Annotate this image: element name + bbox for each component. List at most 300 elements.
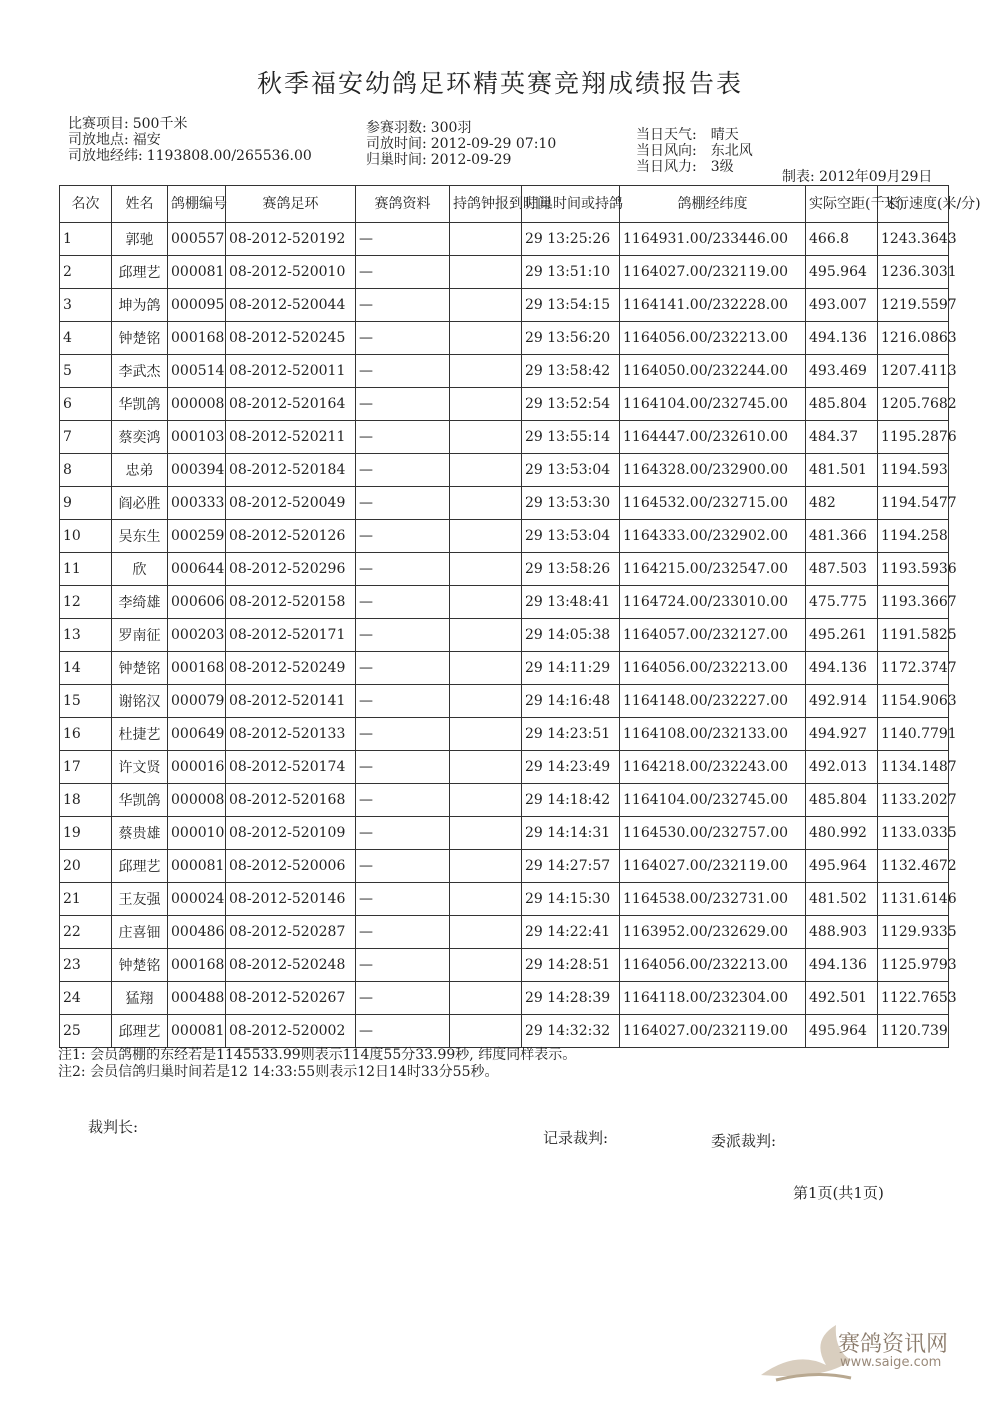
cell-loft-no: 000333 — [168, 487, 226, 520]
cell-coordinates: 1164104.00/232745.00 — [620, 388, 806, 421]
cell-name: 谢铭汉 — [112, 685, 168, 718]
cell-coordinates: 1164532.00/232715.00 — [620, 487, 806, 520]
release-coord-label: 司放地经纬: — [68, 148, 143, 164]
cell-loft-no: 000649 — [168, 718, 226, 751]
cell-clock-time — [450, 421, 522, 454]
cell-arrival-time: 29 14:32:32 — [522, 1015, 620, 1048]
wind-force-value: 3级 — [710, 159, 734, 175]
cell-ring: 08-2012-520109 — [226, 817, 356, 850]
cell-arrival-time: 29 13:53:04 — [522, 454, 620, 487]
cell-rank: 2 — [60, 256, 112, 289]
cell-coordinates: 1164108.00/232133.00 — [620, 718, 806, 751]
cell-pigeon-info: — — [356, 916, 450, 949]
cell-distance: 494.136 — [806, 652, 878, 685]
table-row — [60, 949, 949, 982]
cell-loft-no: 000168 — [168, 652, 226, 685]
cell-rank: 19 — [60, 817, 112, 850]
table-row — [60, 421, 949, 454]
table-row — [60, 883, 949, 916]
cell-clock-time — [450, 289, 522, 322]
cell-distance: 495.261 — [806, 619, 878, 652]
cell-arrival-time: 29 14:28:39 — [522, 982, 620, 1015]
cell-name: 蔡贵雄 — [112, 817, 168, 850]
entries-value: 300羽 — [430, 120, 472, 136]
note-1: 注1: 会员鸽棚的东经若是1145533.99则表示114度55分33.99秒, 纬度同样表示。 — [58, 1047, 577, 1063]
cell-coordinates: 1164056.00/232213.00 — [620, 322, 806, 355]
table-row — [60, 685, 949, 718]
table-row — [60, 850, 949, 883]
table-row — [60, 916, 949, 949]
cell-rank: 9 — [60, 487, 112, 520]
weather-label: 当日天气: — [636, 127, 697, 143]
cell-clock-time — [450, 586, 522, 619]
table-row — [60, 982, 949, 1015]
header-coordinates: 鸽棚经纬度 — [620, 186, 806, 223]
cell-coordinates: 1164027.00/232119.00 — [620, 1015, 806, 1048]
cell-loft-no: 000079 — [168, 685, 226, 718]
cell-name: 华凯鸽 — [112, 784, 168, 817]
cell-rank: 16 — [60, 718, 112, 751]
release-coord-value: 1193808.00/265536.00 — [146, 148, 312, 164]
table-body — [60, 223, 957, 1048]
cell-rank: 23 — [60, 949, 112, 982]
cell-ring: 08-2012-520044 — [226, 289, 356, 322]
cell-pigeon-info: — — [356, 619, 450, 652]
cell-distance: 466.8 — [806, 223, 878, 256]
release-place-value: 福安 — [132, 132, 161, 148]
cell-clock-time — [450, 1015, 522, 1048]
cell-loft-no: 000008 — [168, 388, 226, 421]
table-row — [60, 817, 949, 850]
table-row — [60, 718, 949, 751]
header-clock-time: 持鸽钟报到时间 — [450, 186, 522, 223]
cell-distance: 493.469 — [806, 355, 878, 388]
cell-name: 罗南征 — [112, 619, 168, 652]
cell-speed: 1140.7791 — [878, 718, 949, 751]
header-rank: 名次 — [60, 186, 112, 223]
cell-ring: 08-2012-520011 — [226, 355, 356, 388]
cell-distance: 475.775 — [806, 586, 878, 619]
cell-pigeon-info: — — [356, 454, 450, 487]
cell-clock-time — [450, 520, 522, 553]
wind-direction-label: 当日风向: — [636, 143, 697, 159]
cell-loft-no: 000016 — [168, 751, 226, 784]
cell-arrival-time: 29 13:55:14 — [522, 421, 620, 454]
cell-clock-time — [450, 322, 522, 355]
cell-arrival-time: 29 13:51:10 — [522, 256, 620, 289]
cell-distance: 487.503 — [806, 553, 878, 586]
made-date: 制表: 2012年09月29日 — [782, 169, 933, 185]
return-time-label: 归巢时间: — [366, 152, 427, 168]
cell-arrival-time: 29 13:48:41 — [522, 586, 620, 619]
cell-rank: 10 — [60, 520, 112, 553]
cell-name: 坤为鸽 — [112, 289, 168, 322]
cell-pigeon-info: — — [356, 685, 450, 718]
cell-arrival-time: 29 13:25:26 — [522, 223, 620, 256]
cell-speed: 1205.7682 — [878, 388, 949, 421]
cell-rank: 22 — [60, 916, 112, 949]
cell-speed: 1172.3747 — [878, 652, 949, 685]
cell-coordinates: 1164057.00/232127.00 — [620, 619, 806, 652]
cell-speed: 1133.0335 — [878, 817, 949, 850]
cell-clock-time — [450, 553, 522, 586]
cell-arrival-time: 29 13:53:04 — [522, 520, 620, 553]
cell-ring: 08-2012-520168 — [226, 784, 356, 817]
cell-clock-time — [450, 487, 522, 520]
cell-name: 王友强 — [112, 883, 168, 916]
cell-pigeon-info: — — [356, 652, 450, 685]
cell-ring: 08-2012-520126 — [226, 520, 356, 553]
cell-distance: 481.366 — [806, 520, 878, 553]
header-name: 姓名 — [112, 186, 168, 223]
cell-loft-no: 000168 — [168, 949, 226, 982]
cell-arrival-time: 29 14:05:38 — [522, 619, 620, 652]
cell-speed: 1219.5597 — [878, 289, 949, 322]
cell-pigeon-info: — — [356, 1015, 450, 1048]
cell-loft-no: 000095 — [168, 289, 226, 322]
table-row — [60, 1015, 949, 1048]
cell-loft-no: 000394 — [168, 454, 226, 487]
cell-loft-no: 000024 — [168, 883, 226, 916]
cell-distance: 481.502 — [806, 883, 878, 916]
cell-speed: 1195.2876 — [878, 421, 949, 454]
watermark-text: 赛鸽资讯网 — [838, 1332, 949, 1357]
cell-rank: 21 — [60, 883, 112, 916]
cell-ring: 08-2012-520248 — [226, 949, 356, 982]
cell-rank: 6 — [60, 388, 112, 421]
cell-loft-no: 000488 — [168, 982, 226, 1015]
table-row — [60, 487, 949, 520]
header-speed: 飞行速度(米/分) — [878, 186, 949, 223]
cell-speed: 1193.3667 — [878, 586, 949, 619]
cell-ring: 08-2012-520245 — [226, 322, 356, 355]
cell-distance: 495.964 — [806, 1015, 878, 1048]
meta-column-1 — [68, 116, 312, 164]
cell-loft-no: 000168 — [168, 322, 226, 355]
cell-speed: 1194.5477 — [878, 487, 949, 520]
cell-ring: 08-2012-520174 — [226, 751, 356, 784]
cell-speed: 1129.9335 — [878, 916, 949, 949]
cell-clock-time — [450, 850, 522, 883]
table-row — [60, 784, 949, 817]
cell-name: 钟楚铭 — [112, 322, 168, 355]
cell-pigeon-info: — — [356, 718, 450, 751]
cell-pigeon-info: — — [356, 784, 450, 817]
cell-ring: 08-2012-520296 — [226, 553, 356, 586]
table-row — [60, 223, 949, 256]
table-row — [60, 256, 949, 289]
cell-ring: 08-2012-520049 — [226, 487, 356, 520]
cell-distance: 484.37 — [806, 421, 878, 454]
cell-coordinates: 1164931.00/233446.00 — [620, 223, 806, 256]
table-row — [60, 652, 949, 685]
cell-ring: 08-2012-520184 — [226, 454, 356, 487]
cell-coordinates: 1164050.00/232244.00 — [620, 355, 806, 388]
cell-name: 华凯鸽 — [112, 388, 168, 421]
cell-clock-time — [450, 916, 522, 949]
cell-name: 许文贤 — [112, 751, 168, 784]
release-time-label: 司放时间: — [366, 136, 427, 152]
cell-rank: 25 — [60, 1015, 112, 1048]
cell-name: 钟楚铭 — [112, 652, 168, 685]
cell-loft-no: 000514 — [168, 355, 226, 388]
cell-arrival-time: 29 14:18:42 — [522, 784, 620, 817]
table-row — [60, 520, 949, 553]
cell-rank: 13 — [60, 619, 112, 652]
cell-distance: 494.927 — [806, 718, 878, 751]
cell-coordinates: 1164215.00/232547.00 — [620, 553, 806, 586]
cell-arrival-time: 29 14:23:49 — [522, 751, 620, 784]
cell-clock-time — [450, 223, 522, 256]
cell-clock-time — [450, 751, 522, 784]
cell-clock-time — [450, 355, 522, 388]
cell-clock-time — [450, 454, 522, 487]
cell-rank: 4 — [60, 322, 112, 355]
cell-speed: 1132.4672 — [878, 850, 949, 883]
cell-speed: 1207.4113 — [878, 355, 949, 388]
cell-pigeon-info: — — [356, 553, 450, 586]
cell-arrival-time: 29 13:53:30 — [522, 487, 620, 520]
header-distance: 实际空距(千米) — [806, 186, 878, 223]
project-label: 比赛项目: — [68, 116, 129, 132]
cell-ring: 08-2012-520171 — [226, 619, 356, 652]
cell-coordinates: 1164447.00/232610.00 — [620, 421, 806, 454]
cell-ring: 08-2012-520267 — [226, 982, 356, 1015]
cell-pigeon-info: — — [356, 322, 450, 355]
cell-speed: 1194.593 — [878, 454, 949, 487]
watermark-url: www.saige.com — [840, 1355, 942, 1370]
table-row — [60, 322, 949, 355]
cell-speed: 1134.1487 — [878, 751, 949, 784]
cell-coordinates: 1164118.00/232304.00 — [620, 982, 806, 1015]
cell-pigeon-info: — — [356, 355, 450, 388]
cell-rank: 1 — [60, 223, 112, 256]
table-header-row — [60, 186, 949, 223]
cell-ring: 08-2012-520164 — [226, 388, 356, 421]
cell-speed: 1216.0863 — [878, 322, 949, 355]
table-row — [60, 388, 949, 421]
table-row — [60, 553, 949, 586]
cell-arrival-time: 29 13:58:42 — [522, 355, 620, 388]
cell-arrival-time: 29 14:11:29 — [522, 652, 620, 685]
cell-name: 忠弟 — [112, 454, 168, 487]
cell-loft-no: 000203 — [168, 619, 226, 652]
cell-coordinates: 1164538.00/232731.00 — [620, 883, 806, 916]
cell-speed: 1122.7653 — [878, 982, 949, 1015]
cell-coordinates: 1164333.00/232902.00 — [620, 520, 806, 553]
cell-ring: 08-2012-520002 — [226, 1015, 356, 1048]
cell-name: 邱理艺 — [112, 256, 168, 289]
cell-pigeon-info: — — [356, 421, 450, 454]
cell-name: 阎必胜 — [112, 487, 168, 520]
entries-label: 参赛羽数: — [366, 120, 427, 136]
cell-loft-no: 000081 — [168, 256, 226, 289]
table-row — [60, 355, 949, 388]
cell-name: 钟楚铭 — [112, 949, 168, 982]
cell-pigeon-info: — — [356, 289, 450, 322]
cell-distance: 485.804 — [806, 784, 878, 817]
cell-pigeon-info: — — [356, 982, 450, 1015]
cell-rank: 20 — [60, 850, 112, 883]
cell-loft-no: 000644 — [168, 553, 226, 586]
cell-speed: 1125.9793 — [878, 949, 949, 982]
cell-arrival-time: 29 13:56:20 — [522, 322, 620, 355]
cell-name: 庄喜钿 — [112, 916, 168, 949]
cell-name: 杜捷艺 — [112, 718, 168, 751]
cell-rank: 18 — [60, 784, 112, 817]
cell-rank: 24 — [60, 982, 112, 1015]
cell-pigeon-info: — — [356, 751, 450, 784]
cell-arrival-time: 29 14:27:57 — [522, 850, 620, 883]
release-time-value: 2012-09-29 07:10 — [430, 136, 557, 152]
cell-loft-no: 000486 — [168, 916, 226, 949]
cell-ring: 08-2012-520249 — [226, 652, 356, 685]
cell-clock-time — [450, 883, 522, 916]
cell-name: 猛翔 — [112, 982, 168, 1015]
page-number: 第1页(共1页) — [793, 1184, 884, 1202]
cell-pigeon-info: — — [356, 223, 450, 256]
cell-distance: 492.013 — [806, 751, 878, 784]
report-title: 秋季福安幼鸽足环精英赛竞翔成绩报告表 — [256, 69, 743, 98]
cell-clock-time — [450, 817, 522, 850]
assigned-referee-signature: 委派裁判: — [711, 1132, 777, 1150]
note-2: 注2: 会员信鸽归巢时间若是12 14:33:55则表示12日14时33分55秒。 — [58, 1064, 499, 1080]
cell-coordinates: 1164104.00/232745.00 — [620, 784, 806, 817]
cell-distance: 494.136 — [806, 322, 878, 355]
cell-distance: 492.914 — [806, 685, 878, 718]
cell-arrival-time: 29 14:15:30 — [522, 883, 620, 916]
cell-ring: 08-2012-520192 — [226, 223, 356, 256]
notes — [58, 1047, 576, 1081]
cell-clock-time — [450, 388, 522, 421]
meta-column-2 — [366, 120, 556, 168]
cell-loft-no: 000557 — [168, 223, 226, 256]
cell-ring: 08-2012-520133 — [226, 718, 356, 751]
cell-rank: 8 — [60, 454, 112, 487]
cell-distance: 494.136 — [806, 949, 878, 982]
cell-pigeon-info: — — [356, 487, 450, 520]
cell-name: 吴东生 — [112, 520, 168, 553]
cell-arrival-time: 29 14:28:51 — [522, 949, 620, 982]
header-pigeon-info: 赛鸽资料 — [356, 186, 450, 223]
cell-distance: 488.903 — [806, 916, 878, 949]
cell-clock-time — [450, 784, 522, 817]
cell-ring: 08-2012-520211 — [226, 421, 356, 454]
results-table — [59, 185, 981, 1048]
cell-coordinates: 1164056.00/232213.00 — [620, 652, 806, 685]
return-time-value: 2012-09-29 — [430, 152, 512, 168]
cell-distance: 481.501 — [806, 454, 878, 487]
cell-clock-time — [450, 685, 522, 718]
cell-coordinates: 1164027.00/232119.00 — [620, 850, 806, 883]
cell-clock-time — [450, 619, 522, 652]
cell-pigeon-info: — — [356, 883, 450, 916]
cell-rank: 12 — [60, 586, 112, 619]
cell-pigeon-info: — — [356, 586, 450, 619]
cell-pigeon-info: — — [356, 949, 450, 982]
chief-referee-signature: 裁判长: — [88, 1118, 139, 1136]
cell-ring: 08-2012-520141 — [226, 685, 356, 718]
cell-name: 李绮雄 — [112, 586, 168, 619]
cell-coordinates: 1164027.00/232119.00 — [620, 256, 806, 289]
cell-distance: 495.964 — [806, 256, 878, 289]
release-place-label: 司放地点: — [68, 132, 129, 148]
cell-name: 李武杰 — [112, 355, 168, 388]
cell-rank: 3 — [60, 289, 112, 322]
cell-rank: 11 — [60, 553, 112, 586]
cell-speed: 1120.739 — [878, 1015, 949, 1048]
cell-arrival-time: 29 13:58:26 — [522, 553, 620, 586]
cell-speed: 1154.9063 — [878, 685, 949, 718]
cell-clock-time — [450, 982, 522, 1015]
cell-loft-no: 000010 — [168, 817, 226, 850]
cell-distance: 492.501 — [806, 982, 878, 1015]
wind-force-label: 当日风力: — [636, 159, 697, 175]
cell-loft-no: 000103 — [168, 421, 226, 454]
cell-coordinates: 1164328.00/232900.00 — [620, 454, 806, 487]
cell-pigeon-info: — — [356, 850, 450, 883]
cell-distance: 480.992 — [806, 817, 878, 850]
cell-clock-time — [450, 949, 522, 982]
header-loft-no: 鸽棚编号 — [168, 186, 226, 223]
meta-column-3 — [636, 127, 753, 175]
cell-pigeon-info: — — [356, 817, 450, 850]
cell-speed: 1193.5936 — [878, 553, 949, 586]
cell-rank: 5 — [60, 355, 112, 388]
cell-name: 郭驰 — [112, 223, 168, 256]
cell-rank: 14 — [60, 652, 112, 685]
project-value: 500千米 — [132, 116, 188, 132]
cell-coordinates: 1164056.00/232213.00 — [620, 949, 806, 982]
cell-arrival-time: 29 14:22:41 — [522, 916, 620, 949]
table-row — [60, 751, 949, 784]
cell-name: 欣 — [112, 553, 168, 586]
wind-direction-value: 东北风 — [710, 143, 753, 159]
header-arrival-time: 归巢时间或持鸽 — [522, 186, 620, 223]
cell-arrival-time: 29 13:54:15 — [522, 289, 620, 322]
cell-arrival-time: 29 13:52:54 — [522, 388, 620, 421]
cell-loft-no: 000606 — [168, 586, 226, 619]
table-row — [60, 619, 949, 652]
cell-name: 蔡奕鸿 — [112, 421, 168, 454]
table-row — [60, 586, 949, 619]
cell-ring: 08-2012-520006 — [226, 850, 356, 883]
cell-speed: 1133.2027 — [878, 784, 949, 817]
recording-referee-signature: 记录裁判: — [543, 1129, 609, 1147]
cell-loft-no: 000081 — [168, 850, 226, 883]
cell-speed: 1131.6146 — [878, 883, 949, 916]
cell-arrival-time: 29 14:16:48 — [522, 685, 620, 718]
cell-name: 邱理艺 — [112, 1015, 168, 1048]
cell-pigeon-info: — — [356, 520, 450, 553]
cell-rank: 15 — [60, 685, 112, 718]
cell-ring: 08-2012-520287 — [226, 916, 356, 949]
cell-speed: 1194.258 — [878, 520, 949, 553]
cell-loft-no: 000008 — [168, 784, 226, 817]
cell-name: 邱理艺 — [112, 850, 168, 883]
cell-speed: 1191.5825 — [878, 619, 949, 652]
cell-coordinates: 1164724.00/233010.00 — [620, 586, 806, 619]
cell-ring: 08-2012-520158 — [226, 586, 356, 619]
cell-rank: 7 — [60, 421, 112, 454]
cell-arrival-time: 29 14:14:31 — [522, 817, 620, 850]
cell-loft-no: 000081 — [168, 1015, 226, 1048]
cell-ring: 08-2012-520010 — [226, 256, 356, 289]
cell-coordinates: 1164141.00/232228.00 — [620, 289, 806, 322]
cell-loft-no: 000259 — [168, 520, 226, 553]
cell-pigeon-info: — — [356, 388, 450, 421]
cell-distance: 495.964 — [806, 850, 878, 883]
